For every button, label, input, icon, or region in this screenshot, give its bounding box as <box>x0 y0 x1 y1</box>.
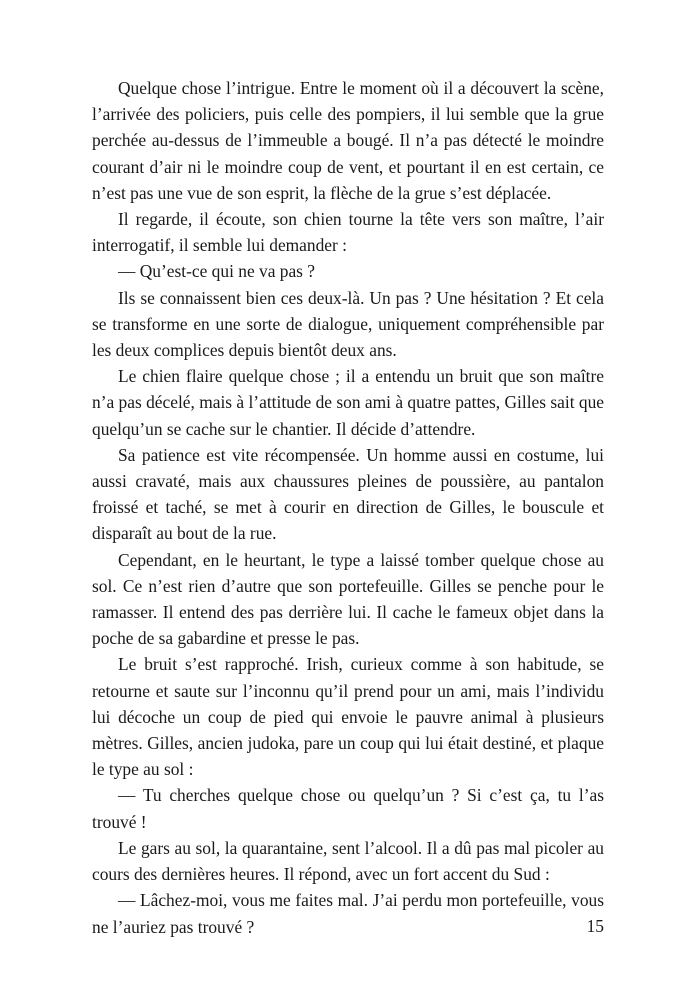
paragraph: Il regarde, il écoute, son chien tourne la tête vers son maître, l’air interrogatif, il semble lui demander : <box>92 209 604 256</box>
paragraph: Cependant, en le heurtant, le type a laissé tomber quelque chose au sol. Ce n’est rien d’autre que son portefeuille. Gilles se penche pour le ramasser. Il entend des pas derrière lui. Il cache le fameux objet dans la poche de sa gabardine et presse le pas. <box>92 549 604 649</box>
page-number: 15 <box>586 916 604 936</box>
paragraph: Le bruit s’est rapproché. Irish, curieux comme à son habitude, se retourne et saute sur l’inconnu qu’il prend pour un ami, mais l’individu lui décoche un coup de pied qui envoie le pauvre animal à plusieurs mètres. Gilles, ancien judoka, pare un coup qui lui était destiné, et plaque le type au sol : <box>92 654 604 780</box>
body-text <box>92 75 604 940</box>
dialogue-line: — Lâchez-moi, vous me faites mal. J’ai perdu mon portefeuille, vous ne l’auriez pas trouvé ? <box>92 890 604 937</box>
paragraph: Quelque chose l’intrigue. Entre le moment où il a découvert la scène, l’arrivée des policiers, puis celle des pompiers, il lui semble que la grue perchée au-dessus de l’immeuble a bougé. Il n’a pas détecté le moindre courant d’air ni le moindre coup de vent, et pourtant il en est certain, ce n’est pas une vue de son esprit, la flèche de la grue s’est déplacée. <box>92 78 604 203</box>
paragraph: Le chien flaire quelque chose ; il a entendu un bruit que son maître n’a pas décelé, mais à l’attitude de son ami à quatre pattes, Gilles sait que quelqu’un se cache sur le chantier. Il décide d’attendre. <box>92 366 604 439</box>
dialogue-line: — Tu cherches quelque chose ou quelqu’un ? Si c’est ça, tu l’as trouvé ! <box>92 785 604 832</box>
paragraph: Ils se connaissent bien ces deux-là. Un pas ? Une hésitation ? Et cela se transforme en une sorte de dialogue, uniquement compréhensible par les deux complices depuis bientôt deux ans. <box>92 287 604 361</box>
paragraph: Sa patience est vite récompensée. Un homme aussi en costume, lui aussi cravaté, mais aux chaussures pleines de poussière, au pantalon froissé et taché, se met à courir en direction de Gilles, le bouscule et disparaît au bout de la rue. <box>92 444 604 544</box>
dialogue-line: — Qu’est-ce qui ne va pas ? <box>118 261 316 282</box>
paragraph: Le gars au sol, la quarantaine, sent l’alcool. Il a dû pas mal picoler au cours des dernières heures. Il répond, avec un fort accent du Sud : <box>92 837 604 885</box>
